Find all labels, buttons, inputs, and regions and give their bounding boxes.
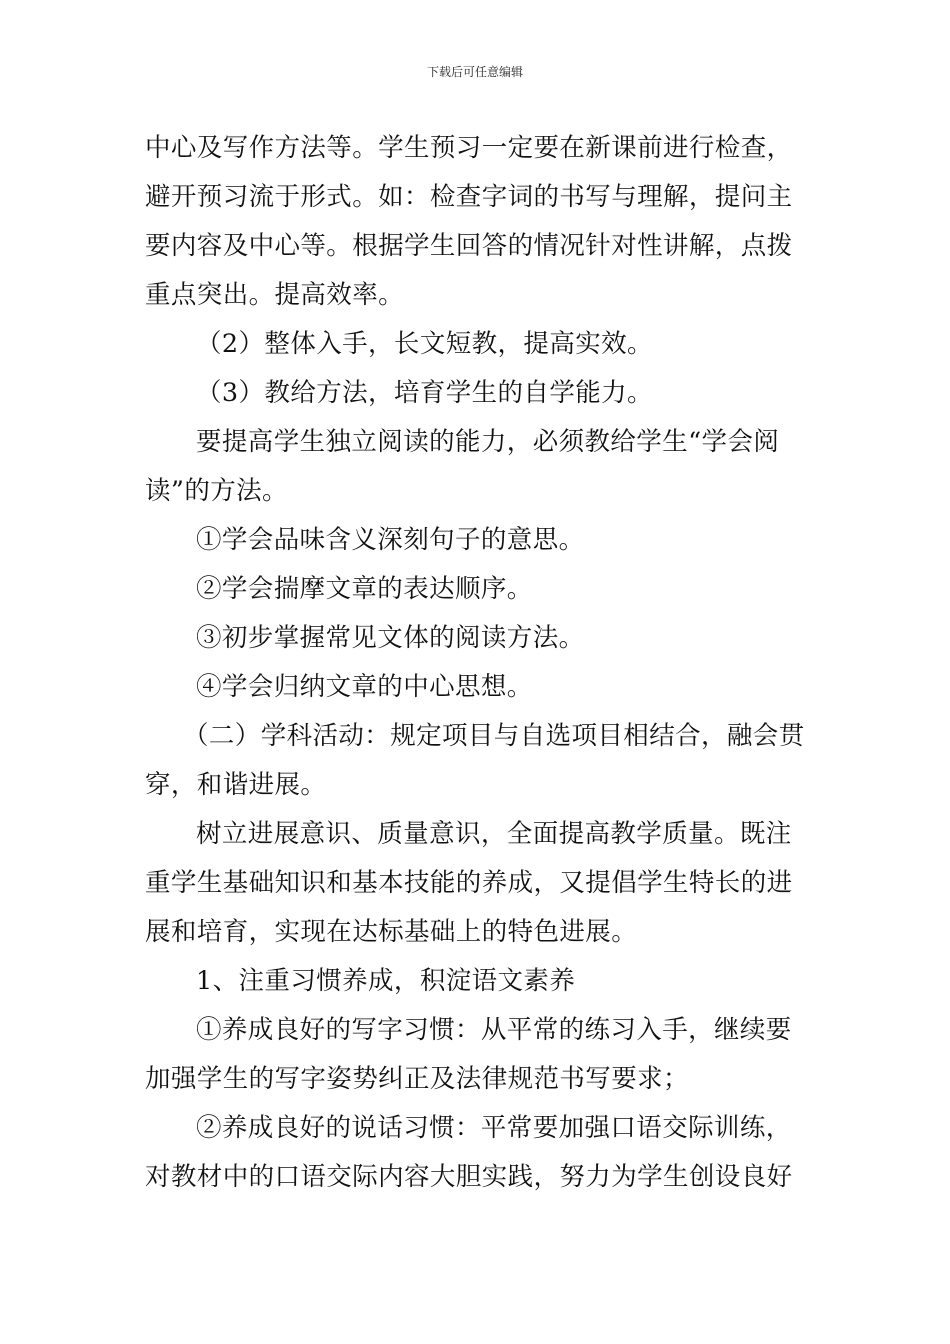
paragraph-reading-method: 要提高学生独立阅读的能力，必须教给学生“学会阅读”的方法。: [145, 427, 780, 506]
page-header: 下载后可任意编辑: [426, 65, 523, 79]
list-item-speaking-habit: ②养成良好的说话习惯：平常要加强口语交际训练，对教材中的口语交际内容大胆实践，努力为学生创设良好: [145, 1113, 793, 1192]
paragraph-item-2: （2）整体入手，长文短教，提高实效。: [196, 329, 653, 359]
list-item-1: ①学会品味含义深刻句子的意思。: [196, 525, 585, 555]
subheading-habits: 1、注重习惯养成，积淀语文素养: [196, 966, 576, 996]
paragraph-quality: 树立进展意识、质量意识，全面提高教学质量。既注重学生基础知识和基本技能的养成，又提倡学生特长的进展和培育，实现在达标基础上的特色进展。: [145, 819, 793, 947]
list-item-4: ④学会归纳文章的中心思想。: [196, 672, 533, 702]
list-item-2: ②学会揣摩文章的表达顺序。: [196, 574, 533, 604]
section-heading-activities: （二）学科活动：规定项目与自选项目相结合，融会贯穿，和谐进展。: [145, 721, 805, 800]
document-body: [145, 124, 810, 1202]
paragraph-continuation: 中心及写作方法等。学生预习一定要在新课前进行检查，避开预习流于形式。如：检查字词的书写与理解，提问主要内容及中心等。根据学生回答的情况针对性讲解，点拨重点突出。提高效率。: [145, 133, 793, 310]
list-item-writing-habit: ①养成良好的写字习惯：从平常的练习入手，继续要加强学生的写字姿势纠正及法律规范书写要求；: [145, 1015, 792, 1094]
list-item-3: ③初步掌握常见文体的阅读方法。: [196, 623, 585, 653]
paragraph-item-3: （3）教给方法，培育学生的自学能力。: [196, 378, 653, 408]
